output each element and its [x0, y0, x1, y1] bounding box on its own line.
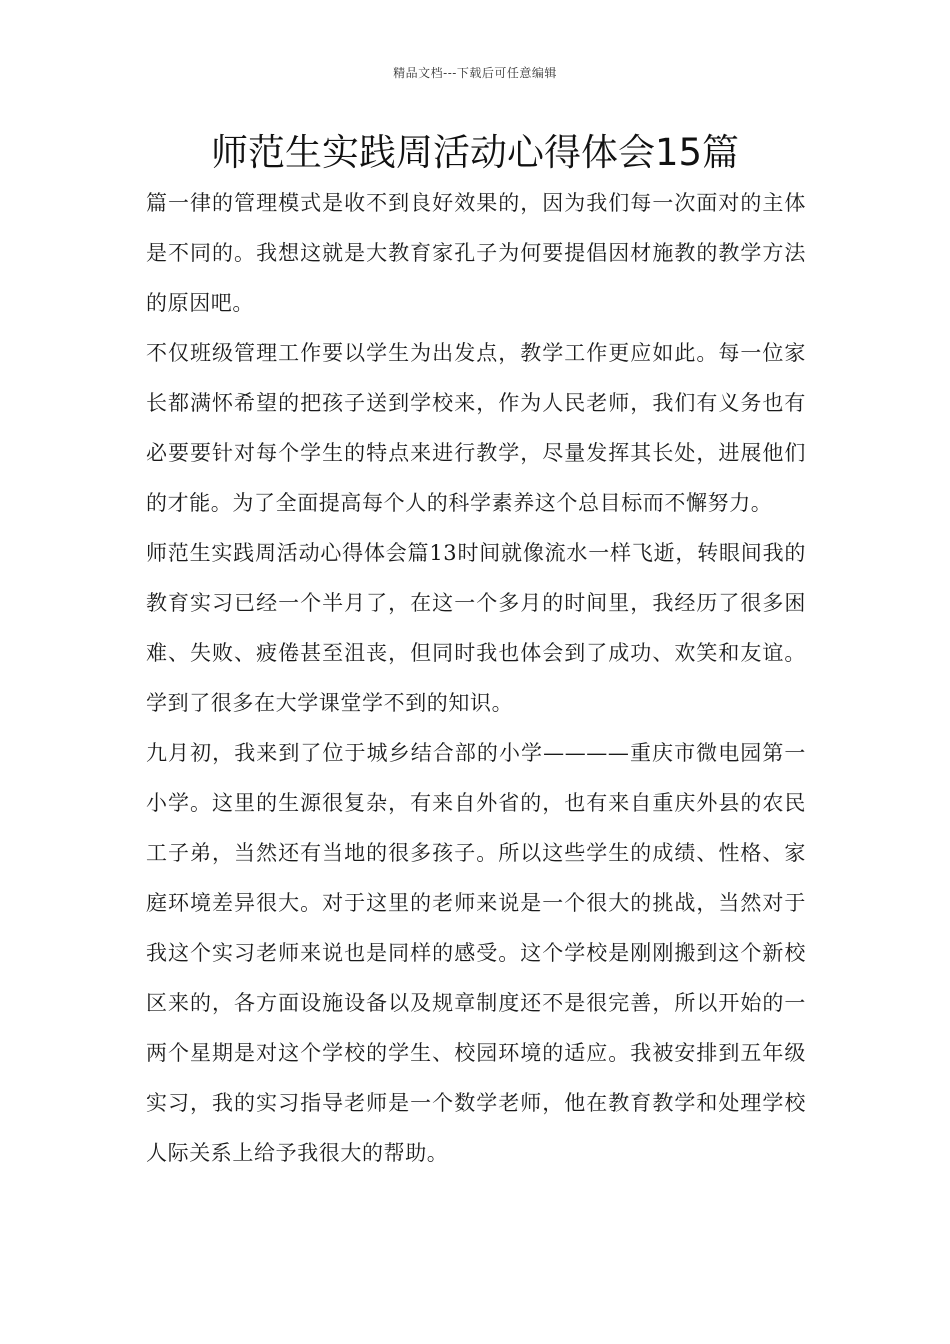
document-body: [146, 178, 806, 1178]
paragraph: 师范生实践周活动心得体会篇13时间就像流水一样飞逝，转眼间我的教育实习已经一个半月了，在这一个多月的时间里，我经历了很多困难、失败、疲倦甚至沮丧，但同时我也体会到了成功、欢笑和友谊。学到了很多在大学课堂学不到的知识。: [146, 541, 806, 715]
header-note: 精品文档---下载后可任意编辑: [393, 66, 557, 80]
paragraph: 九月初，我来到了位于城乡结合部的小学————重庆市微电园第一小学。这里的生源很复杂，有来自外省的，也有来自重庆外县的农民工子弟，当然还有当地的很多孩子。所以这些学生的成绩、性格、家庭环境差异很大。对于这里的老师来说是一个很大的挑战，当然对于我这个实习老师来说也是同样的感受。这个学校是刚刚搬到这个新校区来的，各方面设施设备以及规章制度还不是很完善，所以开始的一两个星期是对这个学校的学生、校园环境的适应。我被安排到五年级实习，我的实习指导老师是一个数学老师，他在教育教学和处理学校人际关系上给予我很大的帮助。: [146, 741, 806, 1165]
paragraph: 篇一律的管理模式是收不到良好效果的，因为我们每一次面对的主体是不同的。我想这就是大教育家孔子为何要提倡因材施教的教学方法的原因吧。: [146, 191, 806, 315]
document-title: 师范生实践周活动心得体会15篇: [210, 131, 740, 174]
paragraph: 不仅班级管理工作要以学生为出发点，教学工作更应如此。每一位家长都满怀希望的把孩子送到学校来，作为人民老师，我们有义务也有必要要针对每个学生的特点来进行教学，尽量发挥其长处，进展他们的才能。为了全面提高每个人的科学素养这个总目标而不懈努力。: [146, 341, 806, 515]
